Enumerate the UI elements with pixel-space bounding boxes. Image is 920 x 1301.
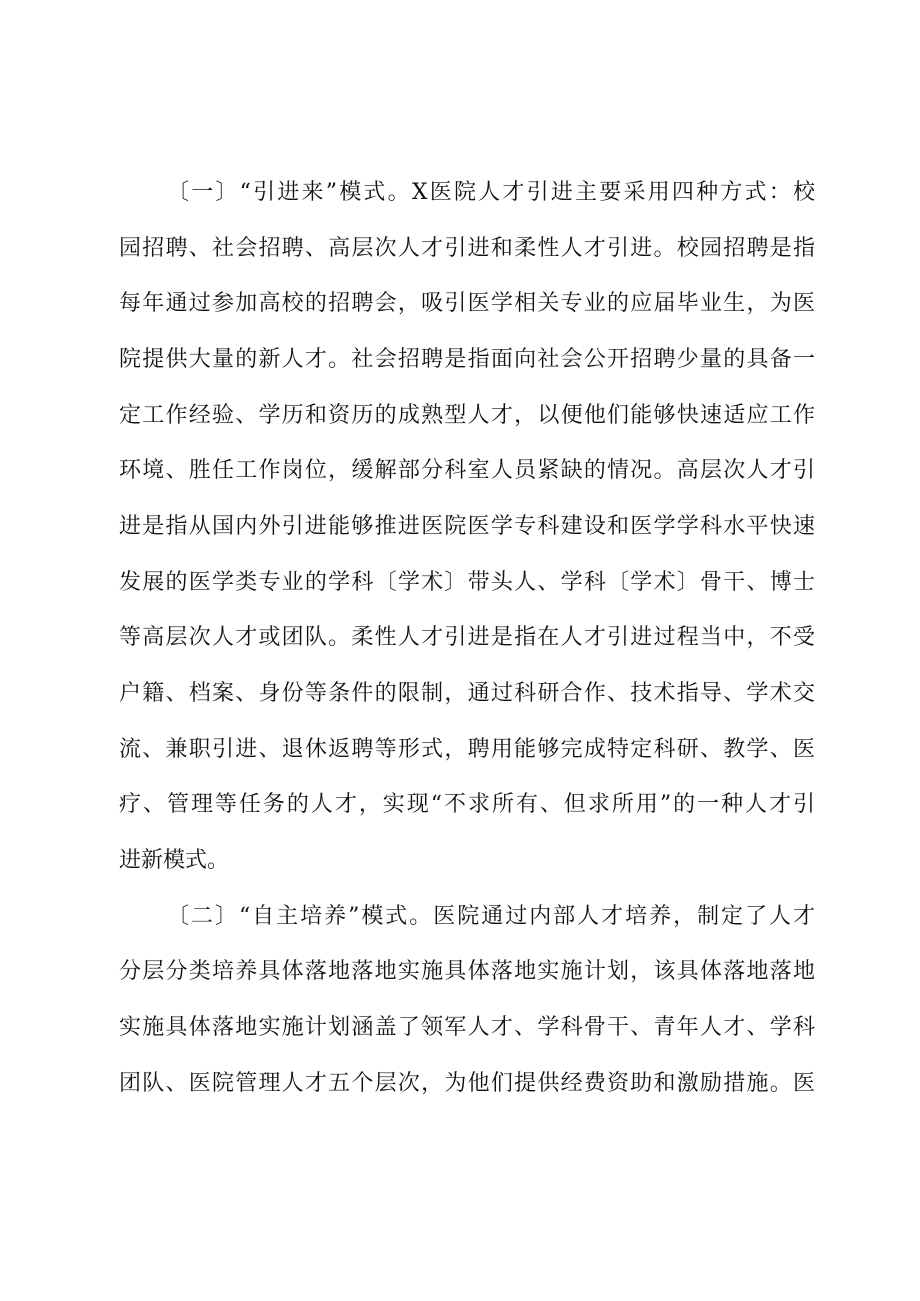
- paragraph-1-line-11: 流、兼职引进、退休返聘等形式，聘用能够完成特定科研、教学、医: [119, 737, 815, 762]
- paragraph-2-line-4: 团队、医院管理人才五个层次，为他们提供经费资助和激励措施。医: [119, 1071, 815, 1096]
- paragraph-1-line-10: 户籍、档案、身份等条件的限制，通过科研合作、技术指导、学术交: [119, 681, 815, 706]
- paragraph-1-line-8: 发展的医学类专业的学科〔学术〕带头人、学科〔学术〕骨干、博士: [119, 570, 815, 595]
- paragraph-2-line-1: 〔二〕“自主培养”模式。医院通过内部人才培养，制定了人才: [167, 904, 815, 929]
- paragraph-1-line-7: 进是指从国内外引进能够推进医院医学专科建设和医学学科水平快速: [119, 514, 815, 539]
- paragraph-1-line-2: 园招聘、社会招聘、高层次人才引进和柔性人才引进。校园招聘是指: [119, 236, 815, 261]
- paragraph-1-line-1: 〔一〕“引进来”模式。X医院人才引进主要采用四种方式：校: [167, 180, 815, 205]
- paragraph-1-line-4: 院提供大量的新人才。社会招聘是指面向社会公开招聘少量的具备一: [119, 347, 815, 372]
- paragraph-1-line-3: 每年通过参加高校的招聘会，吸引医学相关专业的应届毕业生，为医: [119, 291, 815, 316]
- paragraph-2-line-3: 实施具体落地实施计划涵盖了领军人才、学科骨干、青年人才、学科: [119, 1015, 815, 1040]
- paragraph-1-line-5: 定工作经验、学历和资历的成熟型人才，以便他们能够快速适应工作: [119, 403, 815, 428]
- paragraph-1-line-13: 进新模式。: [119, 848, 230, 873]
- paragraph-1-line-12: 疗、管理等任务的人才，实现“不求所有、但求所用”的一种人才引: [119, 792, 815, 817]
- paragraph-2-line-2: 分层分类培养具体落地落地实施具体落地实施计划，该具体落地落地: [119, 959, 815, 984]
- paragraph-1-line-9: 等高层次人才或团队。柔性人才引进是指在人才引进过程当中，不受: [119, 625, 815, 650]
- paragraph-1-line-6: 环境、胜任工作岗位，缓解部分科室人员紧缺的情况。高层次人才引: [119, 458, 815, 483]
